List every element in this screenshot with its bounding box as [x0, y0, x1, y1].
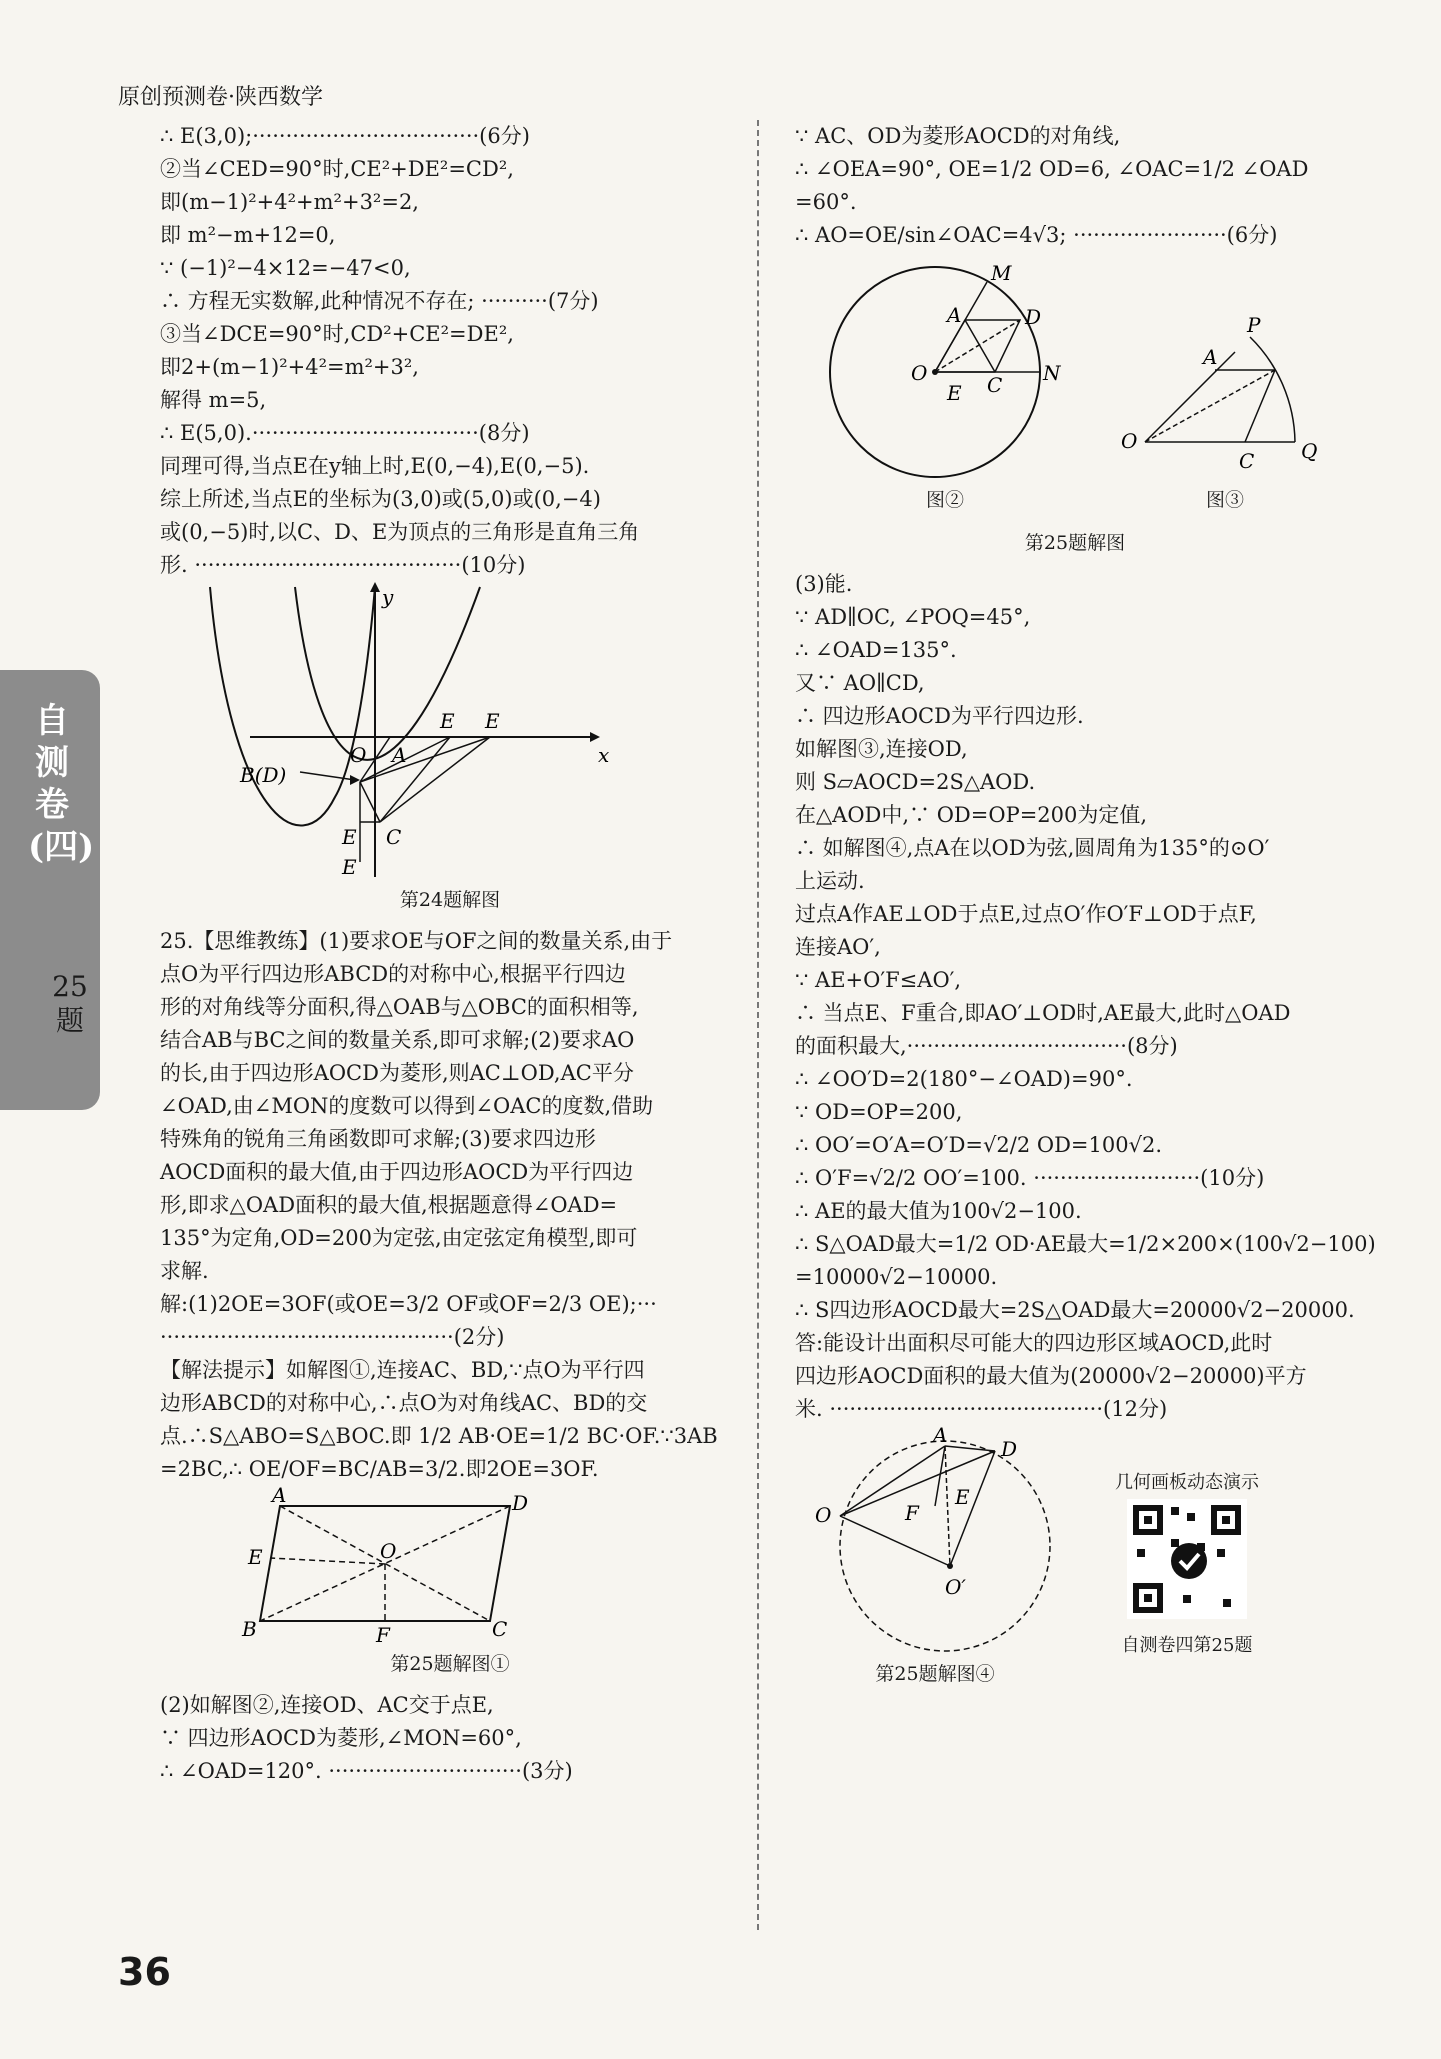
text-line: 米. ·········································(12分)	[795, 1397, 1168, 1421]
text-line: ∵ AD∥OC, ∠POQ=45°,	[795, 605, 1031, 629]
fig25-4-label-d: D	[1001, 1437, 1018, 1461]
text-line: ∵ OD=OP=200,	[795, 1100, 963, 1124]
fig25-4-caption: 第25题解图④	[875, 1663, 995, 1685]
fig25-3-label-p: P	[1247, 313, 1261, 337]
text-line: ∴ O′F=√2/2 OO′=100. ·························(10分)	[795, 1166, 1265, 1190]
fig25-2-label-a: A	[947, 303, 962, 327]
text-line: ∴ 当点E、F重合,即AO′⊥OD时,AE最大,此时△OAD	[795, 1001, 1291, 1025]
text-line: 连接AO′,	[795, 935, 881, 959]
figure-25-2-wrap	[815, 252, 1075, 525]
fig25-2-caption: 图②	[925, 489, 964, 511]
text-line: 点.∴S△ABO=S△BOC.即 1/2 AB·OE=1/2 BC·OF.∵3AB	[160, 1424, 718, 1448]
text-line: 的长,由于四边形AOCD为菱形,则AC⊥OD,AC平分	[160, 1061, 634, 1085]
side-tab-title: 自测卷(四)	[28, 701, 95, 867]
text-line: ∵ AC、OD为菱形AOCD的对角线,	[795, 124, 1121, 148]
qr-title: 几何画板动态演示	[1115, 1472, 1259, 1493]
text-line: 求解.	[160, 1259, 209, 1283]
fig24-caption: 第24题解图	[399, 889, 501, 911]
qr-subtitle: 自测卷四第25题	[1121, 1635, 1253, 1656]
text-line: 边形ABCD的对称中心,∴点O为对角线AC、BD的交	[160, 1391, 648, 1415]
text-line: 形的对角线等分面积,得△OAB与△OBC的面积相等,	[160, 995, 639, 1019]
text-line: 的面积最大,·································(8分)	[795, 1034, 1178, 1058]
fig25-group-caption: 第25题解图	[1024, 532, 1126, 554]
text-line: ∴ ∠OO′D=2(180°−∠OAD)=90°.	[795, 1067, 1133, 1091]
fig25-3-label-q: Q	[1301, 439, 1318, 463]
text-line: ∵ AE+O′F≤AO′,	[795, 968, 962, 992]
fig24-label-o: O	[350, 743, 367, 767]
text-line: 过点A作AE⊥OD于点E,过点O′作O′F⊥OD于点F,	[795, 902, 1257, 926]
part2-lines	[160, 1689, 740, 1788]
text-line: ∴ 如解图④,点A在以OD为弦,圆周角为135°的⊙O′	[795, 836, 1270, 860]
text-line: 形,即求△OAD面积的最大值,根据题意得∠OAD=	[160, 1193, 618, 1217]
fig25-2-label-e: E	[947, 381, 962, 405]
figure-25-3	[1115, 312, 1335, 482]
text-line: 25.【思维教练】(1)要求OE与OF之间的数量关系,由于	[160, 929, 673, 953]
text-line: ②当∠CED=90°时,CE²+DE²=CD²,	[160, 157, 514, 181]
column-divider	[757, 120, 759, 1930]
figure-25-4-wrap	[795, 1426, 1075, 1699]
text-line: 结合AB与BC之间的数量关系,即可求解;(2)要求AO	[160, 1028, 635, 1052]
fig24-label-a: A	[392, 743, 407, 767]
text-line: ∴ E(5,0).··································(8分)	[160, 421, 530, 445]
question-25-hint-lines	[160, 925, 740, 1288]
fig25-1-label-a: A	[272, 1486, 287, 1507]
page-number: 36	[118, 1950, 171, 1994]
fig24-label-e2: E	[485, 709, 500, 733]
fig24-label-e1: E	[440, 709, 455, 733]
fig25-1-label-f: F	[376, 1623, 390, 1646]
text-line: ∴ ∠OEA=90°, OE=1/2 OD=6, ∠OAC=1/2 ∠OAD	[795, 157, 1309, 181]
text-line: ∴ E(3,0);··································(6分)	[160, 124, 530, 148]
text-line: 解得 m=5,	[160, 388, 267, 412]
text-line: ∴ ∠OAD=120°. ·····························(3分)	[160, 1759, 573, 1783]
text-line: 解:(1)2OE=3OF(或OE=3/2 OF或OF=2/3 OE);···	[160, 1292, 657, 1316]
text-line: 则 S▱AOCD=2S△AOD.	[795, 770, 1036, 794]
text-line: 即(m−1)²+4²+m²+3²=2,	[160, 190, 419, 214]
text-line: 点O为平行四边形ABCD的对称中心,根据平行四边	[160, 962, 626, 986]
fig25-4-label-e: E	[955, 1485, 970, 1509]
qr-block	[1115, 1466, 1259, 1662]
fig25-1-label-c: C	[492, 1617, 508, 1641]
text-line: =60°.	[795, 190, 857, 214]
figure-25-4-row	[795, 1426, 1355, 1699]
fig25-3-caption: 图③	[1205, 489, 1244, 511]
text-line: ∴ ∠OAD=135°.	[795, 638, 957, 662]
text-line: 特殊角的锐角三角函数即可求解;(3)要求四边形	[160, 1127, 596, 1151]
text-line: 即 m²−m+12=0,	[160, 223, 336, 247]
fig25-4-label-f: F	[905, 1501, 919, 1525]
left-column	[160, 120, 740, 1788]
qr-code-icon[interactable]	[1127, 1499, 1247, 1619]
fig25-4-label-o: O	[815, 1503, 832, 1527]
text-line: ∴ 方程无实数解,此种情况不存在; ··········(7分)	[160, 289, 599, 313]
text-line: ∴ 四边形AOCD为平行四边形.	[795, 704, 1084, 728]
text-line: ∴ S四边形AOCD最大=2S△OAD最大=20000√2−20000.	[795, 1298, 1355, 1322]
text-line: 或(0,−5)时,以C、D、E为顶点的三角形是直角三角	[160, 520, 640, 544]
running-header: 原创预测卷·陕西数学	[118, 85, 323, 110]
question-25-solution-lines	[160, 1288, 740, 1486]
fig25-4-label-a: A	[933, 1426, 948, 1447]
fig25-1-label-b: B	[242, 1617, 257, 1641]
text-line: (2)如解图②,连接OD、AC交于点E,	[160, 1693, 494, 1717]
fig25-1-label-o: O	[380, 1539, 397, 1563]
fig25-1-label-e: E	[248, 1545, 263, 1569]
fig24-label-bd: B(D)	[240, 763, 287, 787]
fig25-2-label-o: O	[911, 361, 928, 385]
text-line: 综上所述,当点E的坐标为(3,0)或(5,0)或(0,−4)	[160, 487, 601, 511]
solution-25-3-lines	[795, 568, 1376, 1426]
fig24-label-c: C	[386, 825, 402, 849]
text-line: ∴ OO′=O′A=O′D=√2/2 OD=100√2.	[795, 1133, 1162, 1157]
text-line: (3)能.	[795, 572, 853, 596]
text-line: 【解法提示】如解图①,连接AC、BD,∵点O为平行四	[160, 1358, 645, 1382]
text-line: 又∵ AO∥CD,	[795, 671, 925, 695]
fig24-label-e3: E	[342, 825, 357, 849]
text-line: 形. ········································(10分)	[160, 553, 526, 577]
text-line: =10000√2−10000.	[795, 1265, 998, 1289]
fig24-label-x: x	[598, 743, 610, 767]
figure-25-4	[795, 1426, 1075, 1656]
text-line: AOCD面积的最大值,由于四边形AOCD为平行四边	[160, 1160, 634, 1184]
figure-24	[160, 582, 740, 882]
fig24-label-e4: E	[342, 855, 357, 879]
fig25-2-label-c: C	[987, 373, 1003, 397]
text-line: ∴ S△OAD最大=1/2 OD·AE最大=1/2×200×(100√2−100)	[795, 1232, 1376, 1256]
text-line: 135°为定角,OD=200为定弦,由定弦定角模型,即可	[160, 1226, 638, 1250]
text-line: 即2+(m−1)²+4²=m²+3²,	[160, 355, 419, 379]
text-line: 如解图③,连接OD,	[795, 737, 968, 761]
fig25-1-caption: 第25题解图①	[390, 1653, 510, 1675]
text-line: 在△AOD中,∵ OD=OP=200为定值,	[795, 803, 1148, 827]
figures-25-row	[795, 252, 1355, 525]
figure-25-3-wrap	[1115, 312, 1335, 525]
solution-24-lines	[160, 120, 740, 582]
text-line: ∵ (−1)²−4×12=−47<0,	[160, 256, 411, 280]
figure-25-1	[160, 1486, 740, 1646]
text-line: 答:能设计出面积尽可能大的四边形区域AOCD,此时	[795, 1331, 1273, 1355]
fig25-4-label-o2: O′	[945, 1575, 966, 1599]
text-line: ③当∠DCE=90°时,CD²+CE²=DE²,	[160, 322, 514, 346]
text-line: ············································(2分)	[160, 1325, 505, 1349]
fig25-3-label-a: A	[1203, 345, 1218, 369]
solution-25-2-lines	[795, 120, 1355, 252]
fig25-2-label-m: M	[991, 261, 1012, 285]
right-column	[795, 120, 1376, 1699]
fig24-label-y: y	[382, 585, 394, 609]
fig25-2-label-n: N	[1043, 361, 1061, 385]
fig25-1-label-d: D	[512, 1491, 529, 1515]
text-line: =2BC,∴ OE/OF=BC/AB=3/2.即2OE=3OF.	[160, 1457, 599, 1481]
text-line: ∠OAD,由∠MON的度数可以得到∠OAC的度数,借助	[160, 1094, 654, 1118]
text-line: ∴ AE的最大值为100√2−100.	[795, 1199, 1082, 1223]
fig25-3-label-c: C	[1239, 449, 1255, 473]
text-line: ∵ 四边形AOCD为菱形,∠MON=60°,	[160, 1726, 522, 1750]
figure-25-2	[815, 252, 1075, 482]
text-line: 上运动.	[795, 869, 865, 893]
fig25-3-label-o: O	[1121, 429, 1138, 453]
text-line: 同理可得,当点E在y轴上时,E(0,−4),E(0,−5).	[160, 454, 590, 478]
text-line: ∴ AO=OE/sin∠OAC=4√3; ·······················(6分)	[795, 223, 1278, 247]
text-line: 四边形AOCD面积的最大值为(20000√2−20000)平方	[795, 1364, 1307, 1388]
side-tab-sub: 25题	[52, 970, 88, 1037]
fig25-2-label-d: D	[1025, 305, 1042, 329]
